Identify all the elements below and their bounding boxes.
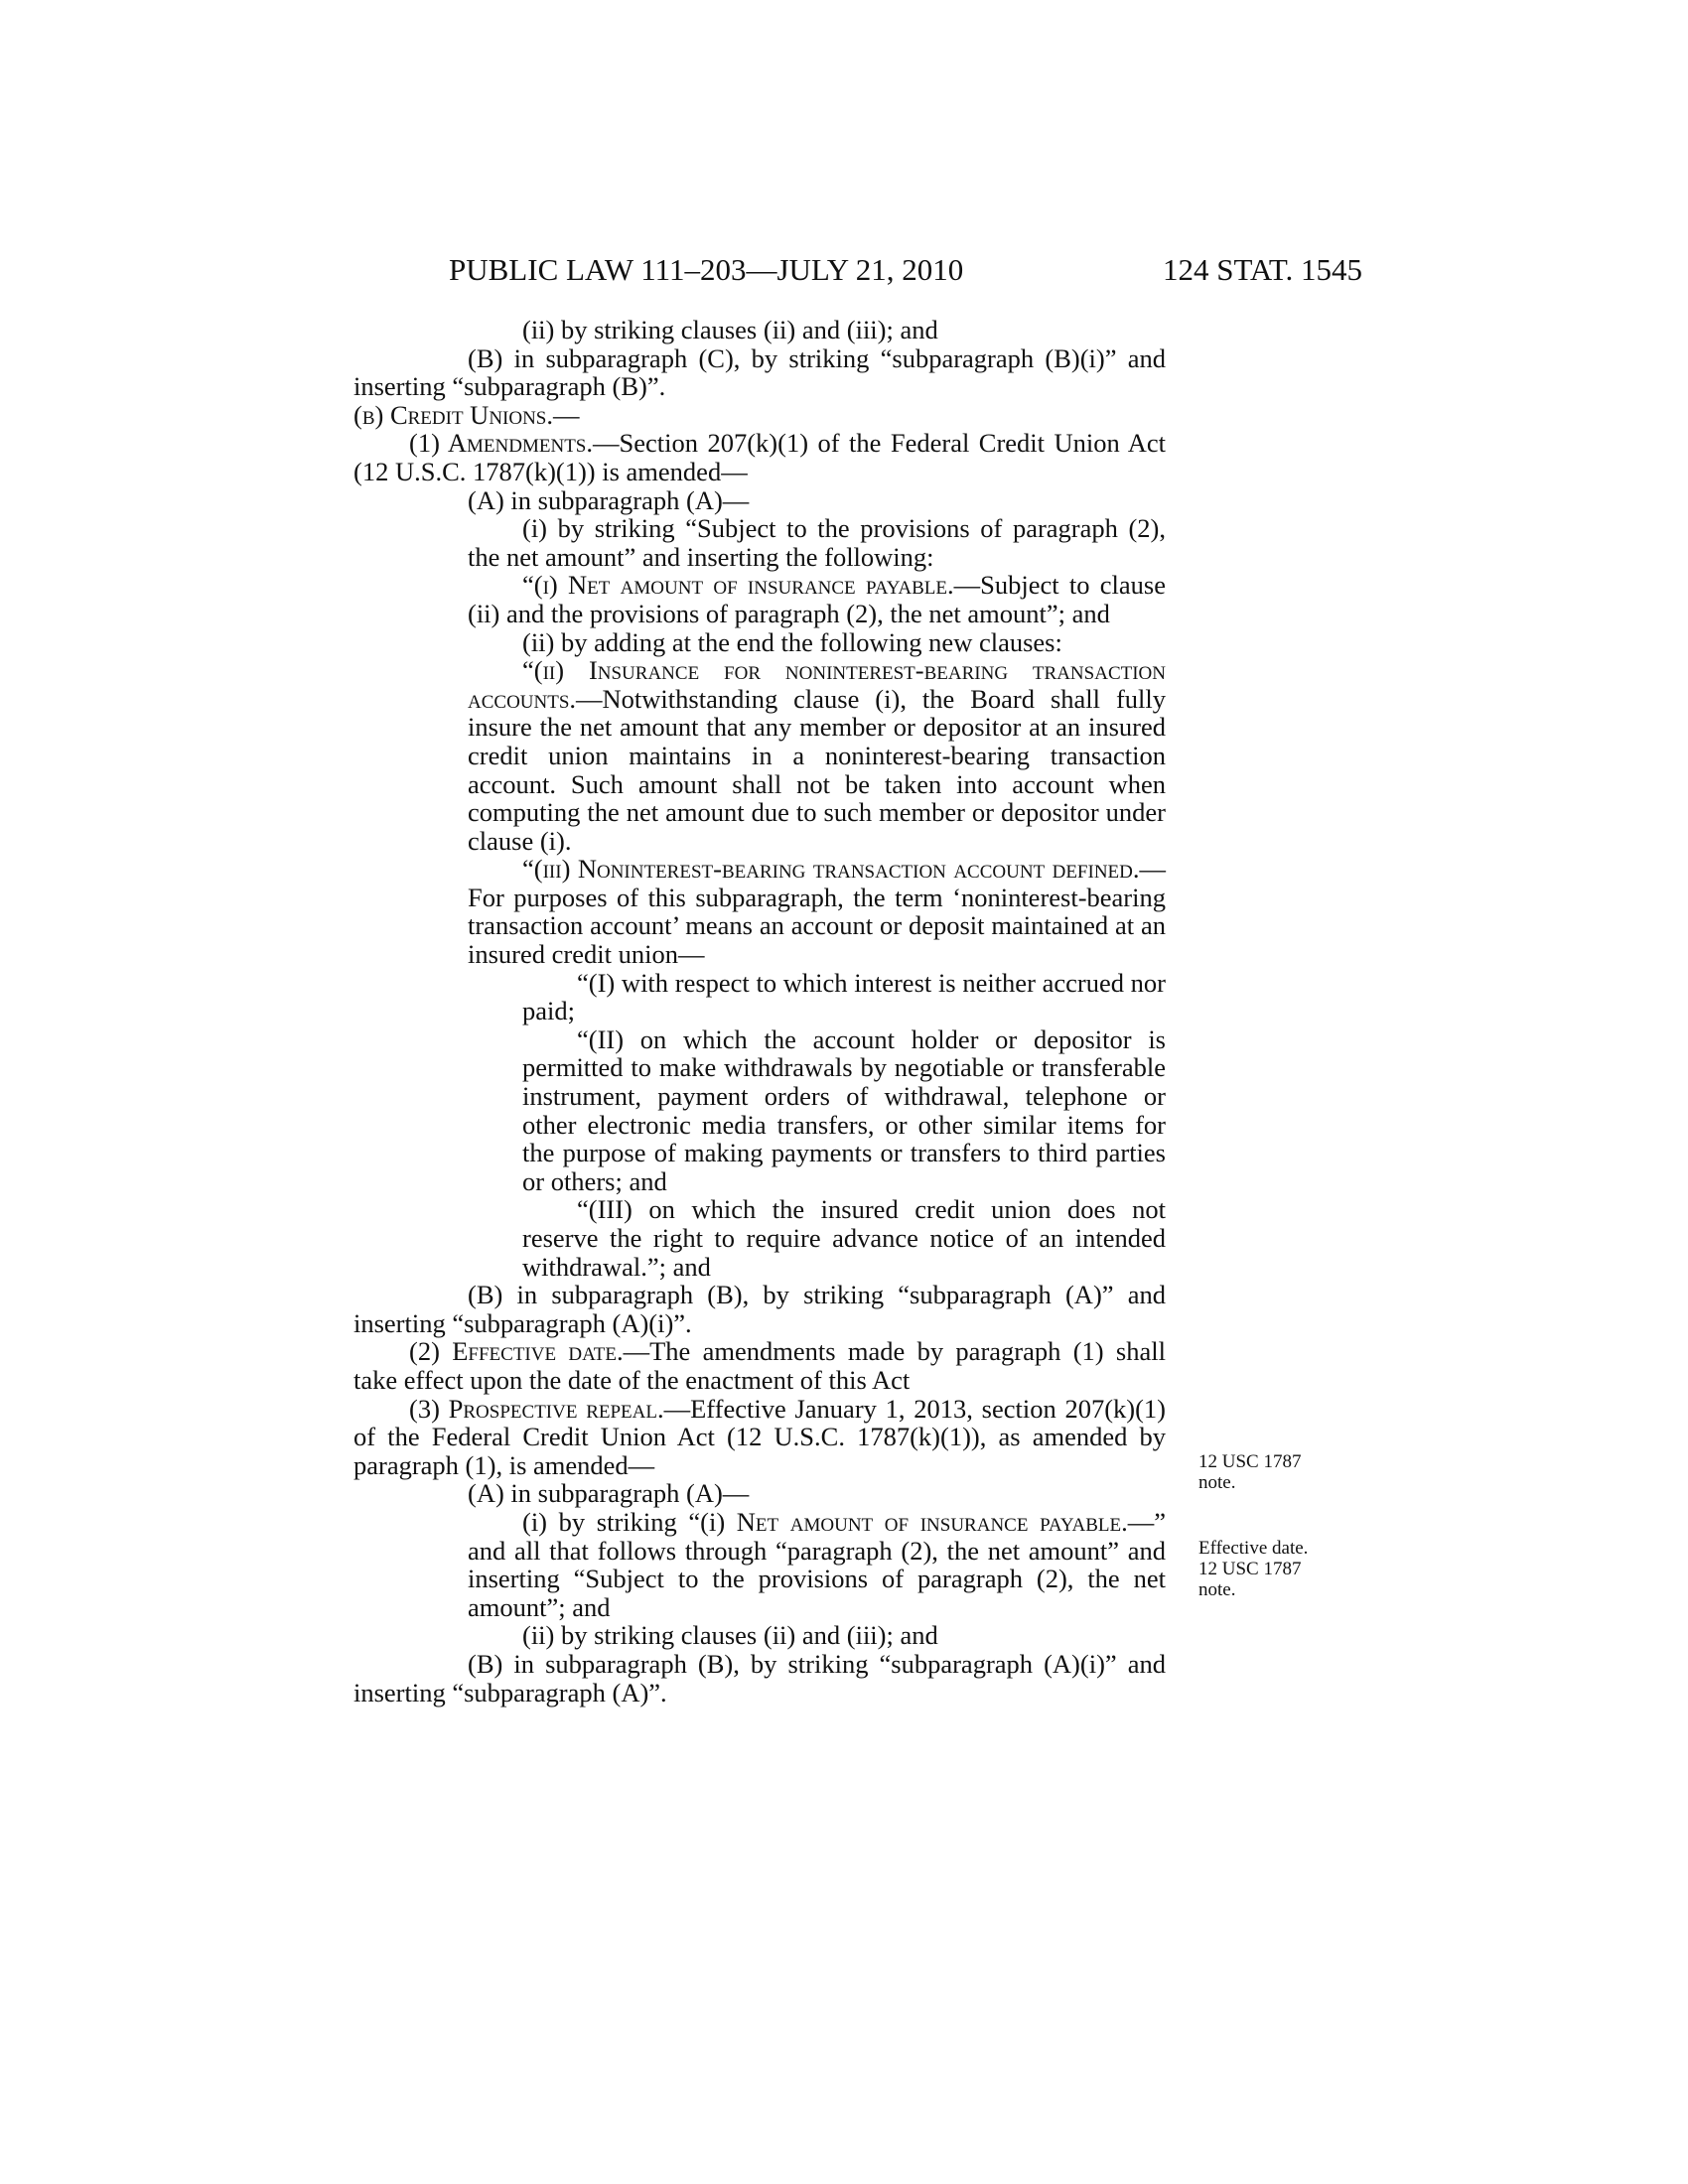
paragraph: (B) in subparagraph (B), by striking “subparagraph (A)(i)” and inserting “subparagraph (A)”. — [353, 1648, 1166, 1707]
paragraph: (3) Prospective repeal.—Effective January 1, 2013, section 207(k)(1) of the Federal Credit Union Act (12 U.S.C. 1787(k)(1)), as amended by paragraph (1), is amended— — [353, 1393, 1166, 1480]
paragraph: “(III) on which the insured credit union does not reserve the right to require advance notice of an intended withdrawal.”; and — [522, 1194, 1166, 1282]
law-text — [353, 316, 1166, 1706]
paragraph: “(I) with respect to which interest is neither accrued nor paid; — [522, 967, 1166, 1026]
paragraph: (i) by striking “Subject to the provisions of paragraph (2), the net amount” and inserting the following: — [468, 513, 1166, 572]
subsection-heading: (b) Credit Unions.— — [353, 399, 580, 430]
paragraph: (B) in subparagraph (C), by striking “subparagraph (B)(i)” and inserting “subparagraph (B)”. — [353, 342, 1166, 402]
paragraph: “(i) Net amount of insurance payable.—Subject to clause (ii) and the provisions of paragraph (2), the net amount”; and — [468, 570, 1167, 628]
statute-page-number: 124 STAT. 1545 — [1162, 252, 1362, 287]
paragraph: (1) Amendments.—Section 207(k)(1) of the Federal Credit Union Act (12 U.S.C. 1787(k)(1)) is amended— — [353, 428, 1167, 486]
paragraph: (2) Effective date.—The amendments made by paragraph (1) shall take effect upon the date of the enactment of this Act — [353, 1336, 1166, 1395]
law-title: PUBLIC LAW 111–203—JULY 21, 2010 — [449, 252, 964, 287]
paragraph: (ii) by adding at the end the following new clauses: — [522, 626, 1062, 657]
running-header — [449, 250, 1362, 290]
margin-note-effective-date: Effective date. 12 USC 1787 note. — [1198, 1538, 1309, 1600]
margin-note-usc: 12 USC 1787 note. — [1198, 1451, 1302, 1493]
paragraph: (ii) by striking clauses (ii) and (iii); and — [522, 1620, 938, 1651]
paragraph: (B) in subparagraph (B), by striking “subparagraph (A)” and inserting “subparagraph (A)(i)”. — [353, 1280, 1166, 1338]
paragraph: “(iii) Noninterest-bearing transaction account defined.—For purposes of this subparagraph, the term ‘noninterest-bearing transaction account’ means an account or deposit maintained at an insured credit union— — [468, 854, 1166, 970]
paragraph: (ii) by striking clauses (ii) and (iii); and — [522, 315, 938, 344]
paragraph: “(II) on which the account holder or depositor is permitted to make withdrawals by negotiable or transferable instrument, payment orders of withdrawal, telephone or other electronic media transfers, or other similar items for the purpose of making payments or transfers to third parties or others; and — [522, 1024, 1166, 1196]
paragraph: “(ii) Insurance for noninterest-bearing transaction accounts.—Notwithstanding clause (i), the Board shall fully insure the net amount that any member or depositor at an insured credit union maintains in a noninterest-bearing transaction account. Such amount shall not be taken into account when computing the net amount due to such member or depositor under clause (i). — [468, 655, 1166, 856]
paragraph: (i) by striking “(i) Net amount of insurance payable.—” and all that follows through “paragraph (2), the net amount” and inserting “Subject to the provisions of paragraph (2), the net amount”; and — [468, 1506, 1166, 1622]
paragraph: (A) in subparagraph (A)— — [468, 1478, 750, 1509]
paragraph: (A) in subparagraph (A)— — [468, 484, 750, 515]
